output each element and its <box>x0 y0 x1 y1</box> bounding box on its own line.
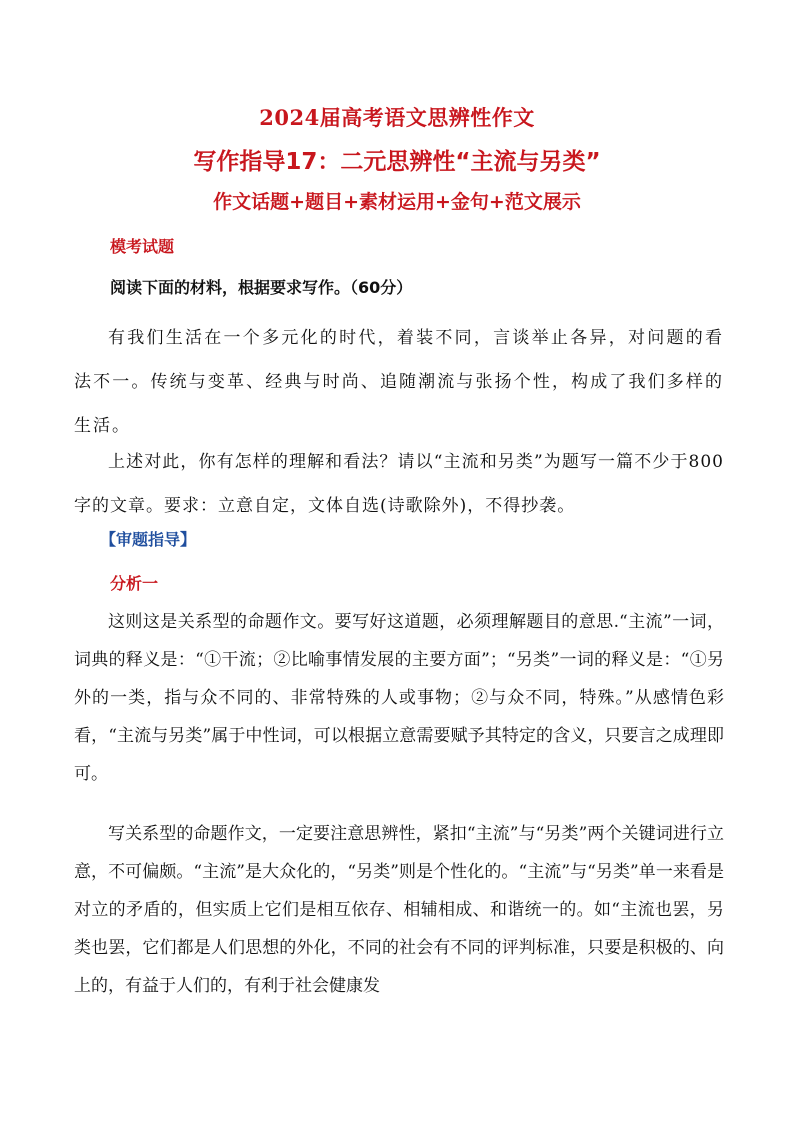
document-tagline: 作文话题+题目+素材运用+金句+范文展示 <box>213 191 581 213</box>
document-subtitle: 写作指导17：二元思辨性“主流与另类” <box>193 149 601 175</box>
analysis-paragraph-1: 这则这是关系型的命题作文。要写好这道题，必须理解题目的意思.“主流”一词，词典的释义是：“①干流；②比喻事情发展的主要方面”；“另类”一词的释义是：“①另外的一类，指与众不同的、非常特殊的人或事物；②与众不同，特殊。”从感情色彩看，“主流与另类”属于中性词，可以根据立意需要赋予其特定的含义，只要言之成理即可。 <box>74 612 724 784</box>
exam-material: 有我们生活在一个多元化的时代，着装不同，言谈举止各异，对问题的看法不一。传统与变革、经典与时尚、追随潮流与张扬个性，构成了我们多样的生活。 <box>74 328 724 436</box>
analysis-heading: 分析一 <box>110 574 159 593</box>
document-title: 2024届高考语文思辨性作文 <box>259 105 535 130</box>
analysis-paragraph-2: 写关系型的命题作文，一定要注意思辨性，紧扣“主流”与“另类”两个关键词进行立意，不可偏颇。“主流”是大众化的，“另类”则是个性化的。“主流”与“另类”单一来看是对立的矛盾的，但实质上它们是相互依存、相辅相成、和谐统一的。如“主流也罢，另类也罢，它们都是人们思想的外化，不同的社会有不同的评判标准，只要是积极的、向上的，有益于人们的，有利于社会健康发 <box>74 824 724 996</box>
exam-heading: 模考试题 <box>110 237 175 256</box>
guide-heading: 【审题指导】 <box>100 530 197 549</box>
exam-instruction: 阅读下面的材料，根据要求写作。（60分） <box>110 278 413 297</box>
exam-requirement: 上述对此，你有怎样的理解和看法？请以“主流和另类”为题写一篇不少于800字的文章。要求：立意自定，文体自选(诗歌除外)，不得抄袭。 <box>74 452 724 516</box>
